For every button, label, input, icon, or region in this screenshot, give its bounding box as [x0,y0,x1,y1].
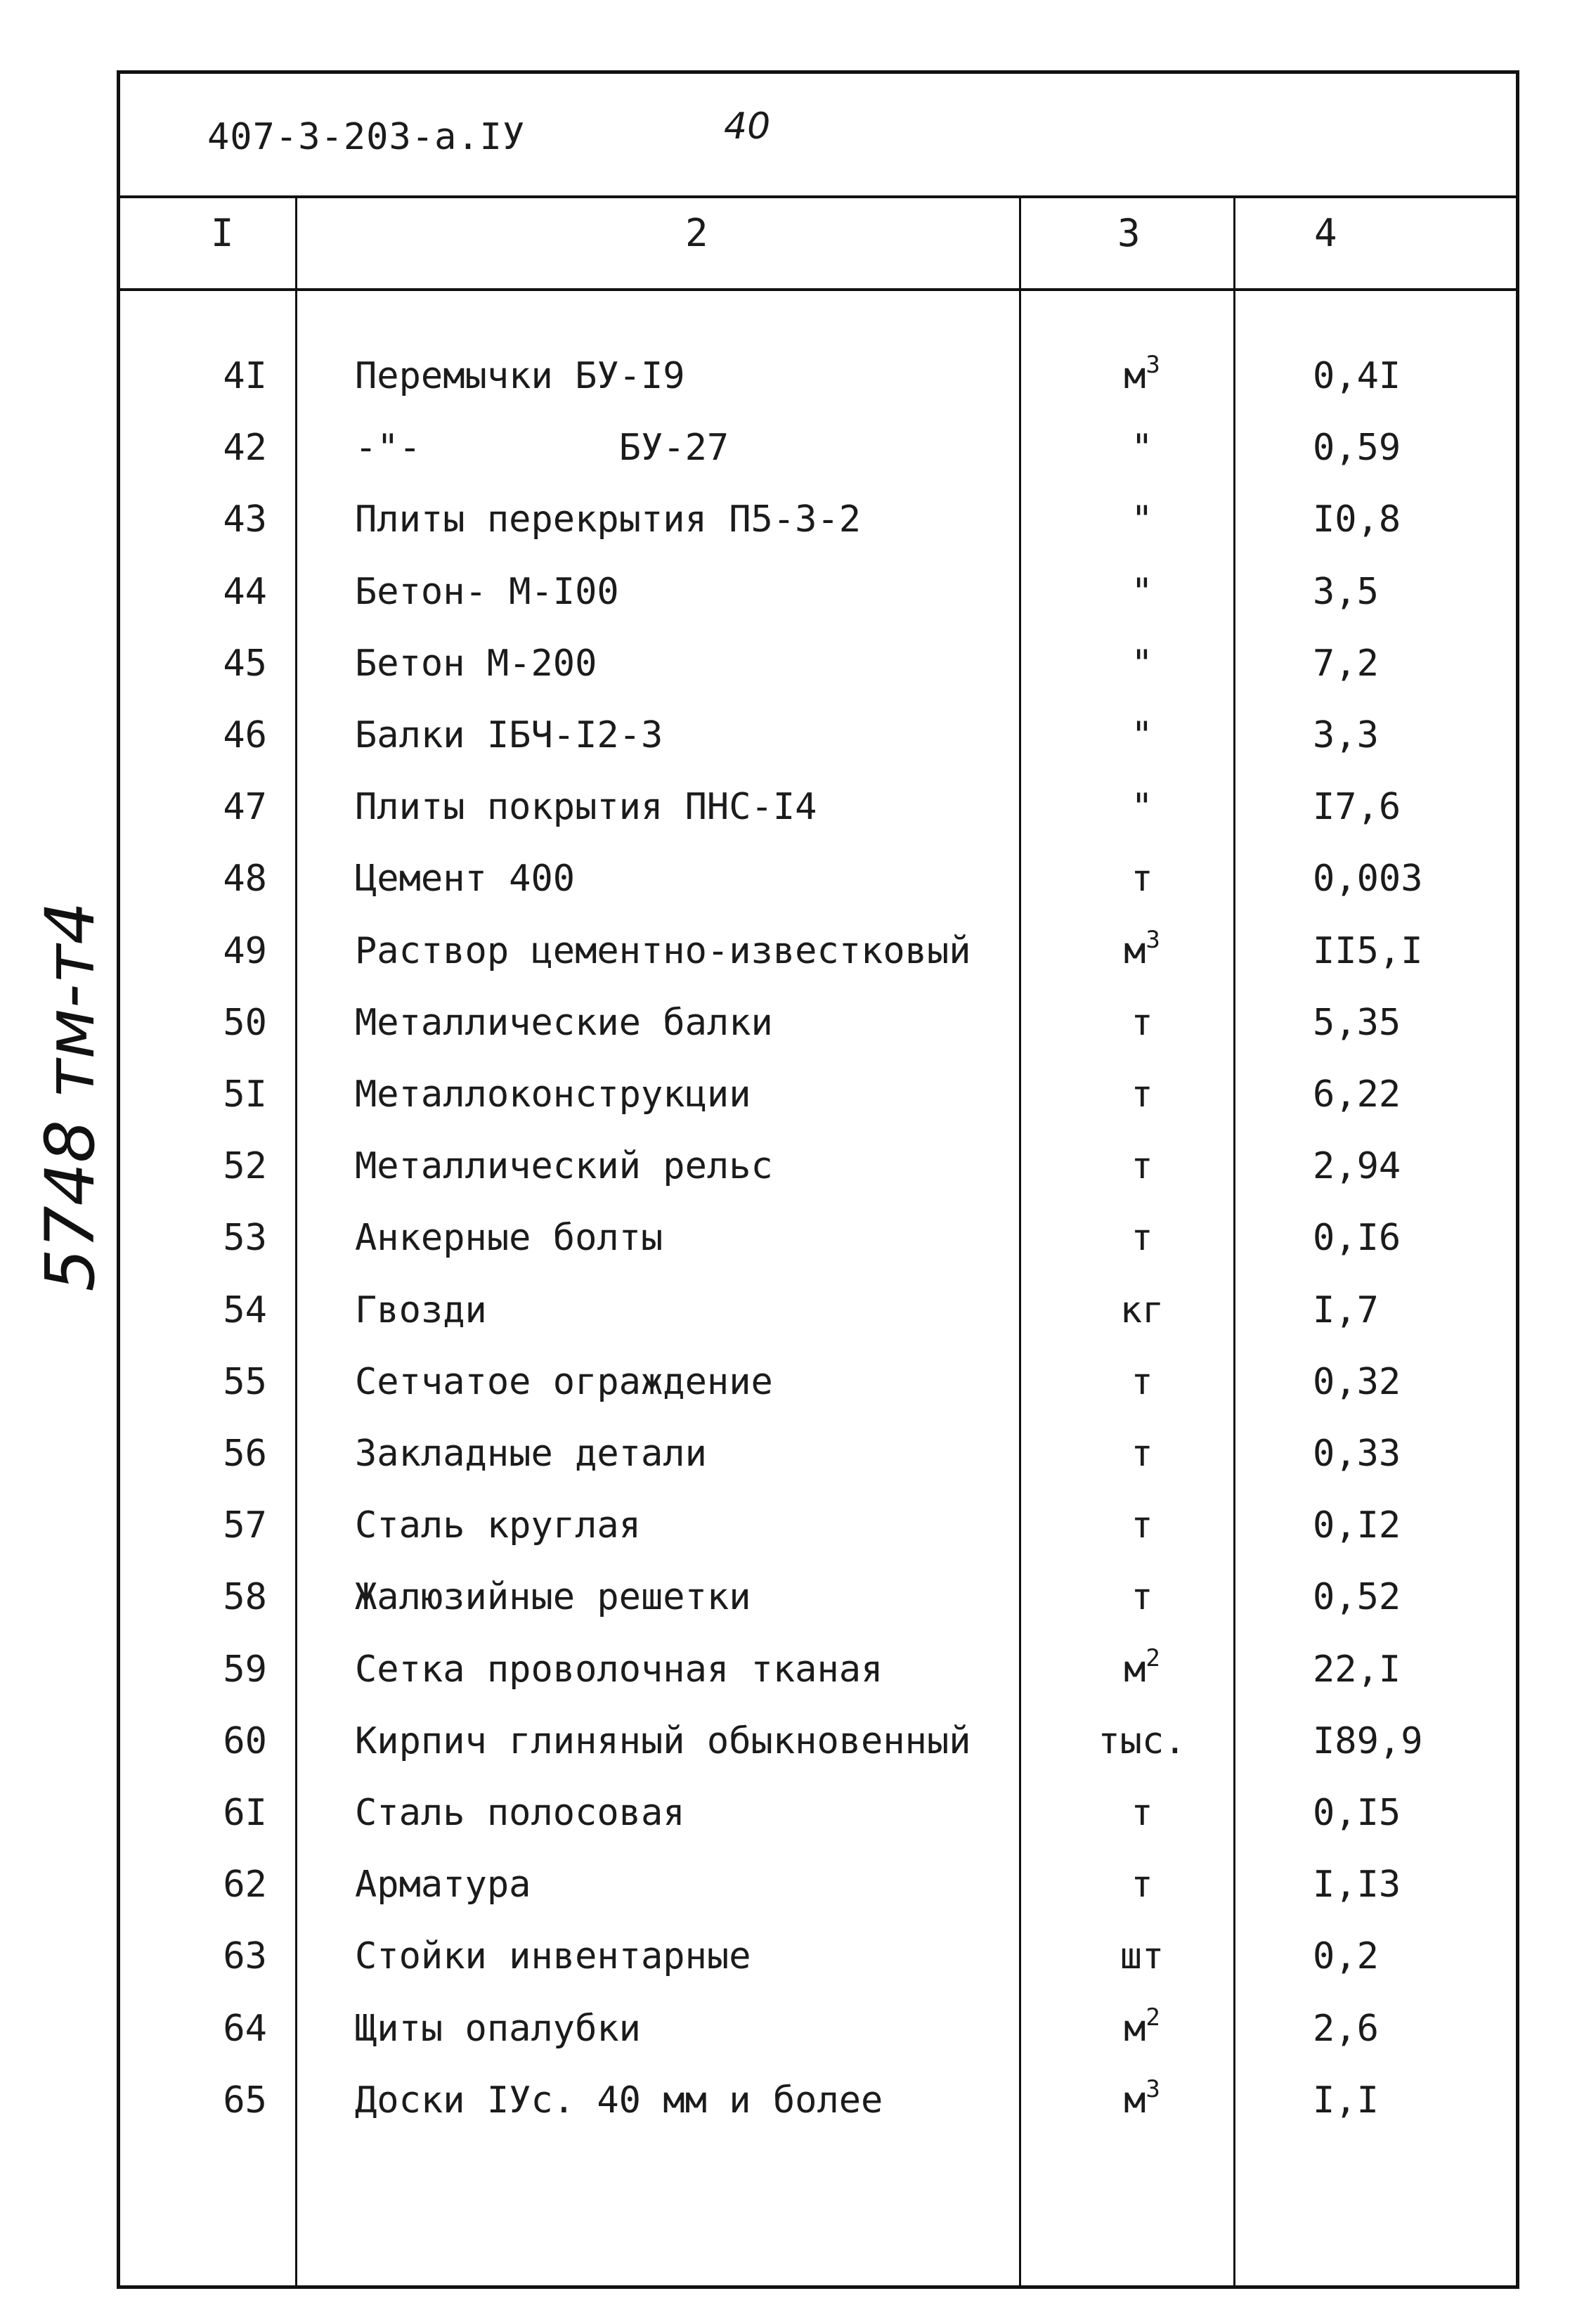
unit-cell [1096,2003,1188,2050]
unit-cell [1096,2074,1188,2122]
unit: кг [1120,1289,1164,1331]
quantity: 2,94 [1313,1145,1401,1188]
quantity: 0,4I [1313,355,1401,397]
material-name: Стойки инвентарные [355,1935,751,1978]
unit-cell [1096,1145,1188,1187]
unit: м [1124,2007,1146,2050]
quantity: 6,22 [1313,1073,1401,1116]
row-number: 45 [223,642,267,685]
table-row [0,925,1577,1002]
material-name: Металлический рельс [355,1145,773,1188]
row-number: 48 [223,858,267,900]
unit-cell [1096,714,1188,756]
quantity: 22,I [1313,1648,1401,1691]
table-row [0,1644,1577,1720]
column-header-3: 3 [1117,211,1141,255]
quantity: 3,3 [1313,714,1379,756]
quantity: 0,I5 [1313,1792,1401,1834]
page-number: 40 [724,105,771,148]
row-number: 62 [223,1864,267,1906]
unit: т [1131,1792,1153,1834]
unit-cell [1096,427,1188,469]
table-row [0,498,1577,570]
unit: шт [1120,1935,1164,1978]
unit: " [1131,642,1153,685]
table-row [0,2003,1577,2079]
material-name: Металлические балки [355,1001,773,1044]
material-name: Металлоконструкции [355,1073,751,1116]
row-number: 54 [223,1289,267,1331]
table-row [0,571,1577,643]
table-row [0,1504,1577,1576]
quantity: 0,I2 [1313,1504,1401,1547]
row-number: 56 [223,1433,267,1475]
unit-cell [1096,1720,1188,1762]
material-name: Бетон- М-I00 [355,570,619,613]
unit: " [1131,427,1153,470]
unit: м [1124,1648,1146,1691]
row-number: 63 [223,1935,267,1978]
unit-exponent: 3 [1146,351,1160,379]
row-number: 53 [223,1217,267,1260]
table-row [0,1792,1577,1864]
quantity: I,I3 [1313,1864,1401,1906]
column-header-2: 2 [685,211,708,255]
row-number: 4I [223,355,267,397]
quantity: 0,52 [1313,1576,1401,1619]
row-number: 42 [223,427,267,470]
unit: " [1131,786,1153,829]
quantity: I0,8 [1313,498,1401,541]
quantity: I89,9 [1313,1719,1423,1762]
quantity: II5,I [1313,929,1423,972]
unit-cell [1096,1576,1188,1618]
quantity: 0,003 [1313,858,1423,900]
row-number: 52 [223,1145,267,1188]
unit-cell [1096,1644,1188,1691]
column-header-1: I [211,211,234,255]
material-name: Жалюзийные решетки [355,1576,751,1619]
row-number: 5I [223,1073,267,1116]
unit-cell [1096,1289,1188,1331]
material-name: Плиты покрытия ПНС-I4 [355,786,817,829]
unit-cell [1096,858,1188,900]
unit: т [1131,1576,1153,1619]
quantity: 5,35 [1313,1001,1401,1044]
table-row [0,1073,1577,1145]
table-row [0,1361,1577,1433]
quantity: 7,2 [1313,642,1379,685]
unit-cell [1096,1792,1188,1834]
unit-cell [1096,1361,1188,1403]
quantity: 0,33 [1313,1433,1401,1475]
material-name: Доски IУс. 40 мм и более [355,2079,883,2122]
material-name: Щиты опалубки [355,2007,641,2050]
quantity: 0,32 [1313,1360,1401,1403]
table-row [0,351,1577,427]
table-row [0,714,1577,786]
unit-exponent: 2 [1146,1644,1160,1672]
unit: т [1131,1073,1153,1116]
table-row [0,1864,1577,1935]
unit-cell [1096,1504,1188,1547]
table-row [0,1217,1577,1289]
material-name: Закладные детали [355,1433,707,1475]
material-name: Кирпич глиняный обыкновенный [355,1719,971,1762]
unit: т [1131,1001,1153,1044]
table-row [0,1720,1577,1792]
table-row [0,1433,1577,1504]
material-name: Плиты перекрытия П5-3-2 [355,498,862,541]
unit: т [1131,858,1153,900]
unit: " [1131,570,1153,613]
unit: т [1131,1504,1153,1547]
unit-cell [1096,1002,1188,1044]
unit-cell [1096,571,1188,613]
material-name: Гвозди [355,1289,487,1331]
unit-cell [1096,786,1188,828]
row-number: 65 [223,2079,267,2122]
unit-exponent: 3 [1146,925,1160,954]
row-number: 46 [223,714,267,756]
table-row [0,858,1577,929]
quantity: I,I [1313,2079,1379,2122]
unit-exponent: 2 [1146,2003,1160,2032]
table-row [0,786,1577,858]
unit: т [1131,1360,1153,1403]
unit-cell [1096,498,1188,541]
material-name: Бетон М-200 [355,642,597,685]
table-row [0,643,1577,714]
material-name: Сетчатое ограждение [355,1360,773,1403]
row-number: 57 [223,1504,267,1547]
unit: м [1124,2079,1146,2122]
table-row [0,1002,1577,1073]
row-number: 49 [223,929,267,972]
unit-cell [1096,643,1188,685]
header-divider-bottom [117,288,1519,291]
row-number: 6I [223,1792,267,1834]
quantity: I7,6 [1313,786,1401,829]
row-number: 43 [223,498,267,541]
unit: т [1131,1433,1153,1475]
row-number: 50 [223,1001,267,1044]
quantity: I,7 [1313,1289,1379,1331]
unit: тыс. [1098,1719,1186,1762]
header-divider-top [117,195,1519,198]
table-row [0,1289,1577,1361]
row-number: 59 [223,1648,267,1691]
row-number: 47 [223,786,267,829]
row-number: 58 [223,1576,267,1619]
material-name: -"- БУ-27 [355,427,729,470]
unit: т [1131,1217,1153,1260]
unit: " [1131,498,1153,541]
material-name: Перемычки БУ-I9 [355,355,685,397]
row-number: 64 [223,2007,267,2050]
table-row [0,2074,1577,2151]
unit: т [1131,1864,1153,1906]
unit: м [1124,929,1146,972]
table-row [0,1935,1577,2007]
unit-cell [1096,351,1188,397]
quantity: 0,2 [1313,1935,1379,1978]
unit: т [1131,1145,1153,1188]
unit-exponent: 3 [1146,2074,1160,2103]
material-name: Сталь круглая [355,1504,641,1547]
row-number: 55 [223,1360,267,1403]
margin-inventory-note: 5748 тм-т4 [31,901,110,1292]
quantity: 0,I6 [1313,1217,1401,1260]
unit-cell [1096,925,1188,972]
material-name: Балки IБЧ-I2-3 [355,714,663,756]
unit: м [1124,355,1146,397]
unit-cell [1096,1935,1188,1977]
material-name: Сталь полосовая [355,1792,685,1834]
material-name: Анкерные болты [355,1217,663,1260]
row-number: 60 [223,1719,267,1762]
material-name: Раствор цементно-известковый [355,929,971,972]
quantity: 2,6 [1313,2007,1379,2050]
material-name: Арматура [355,1864,531,1906]
quantity: 0,59 [1313,427,1401,470]
unit-cell [1096,1073,1188,1116]
unit: " [1131,714,1153,756]
unit-cell [1096,1433,1188,1475]
material-name: Цемент 400 [355,858,576,900]
table-row [0,1145,1577,1217]
unit-cell [1096,1217,1188,1259]
quantity: 3,5 [1313,570,1379,613]
column-header-4: 4 [1314,211,1337,255]
table-row [0,1576,1577,1648]
table-row [0,427,1577,498]
document-code: 407-3-203-a.IУ [207,116,526,158]
material-name: Сетка проволочная тканая [355,1648,883,1691]
unit-cell [1096,1864,1188,1906]
row-number: 44 [223,570,267,613]
